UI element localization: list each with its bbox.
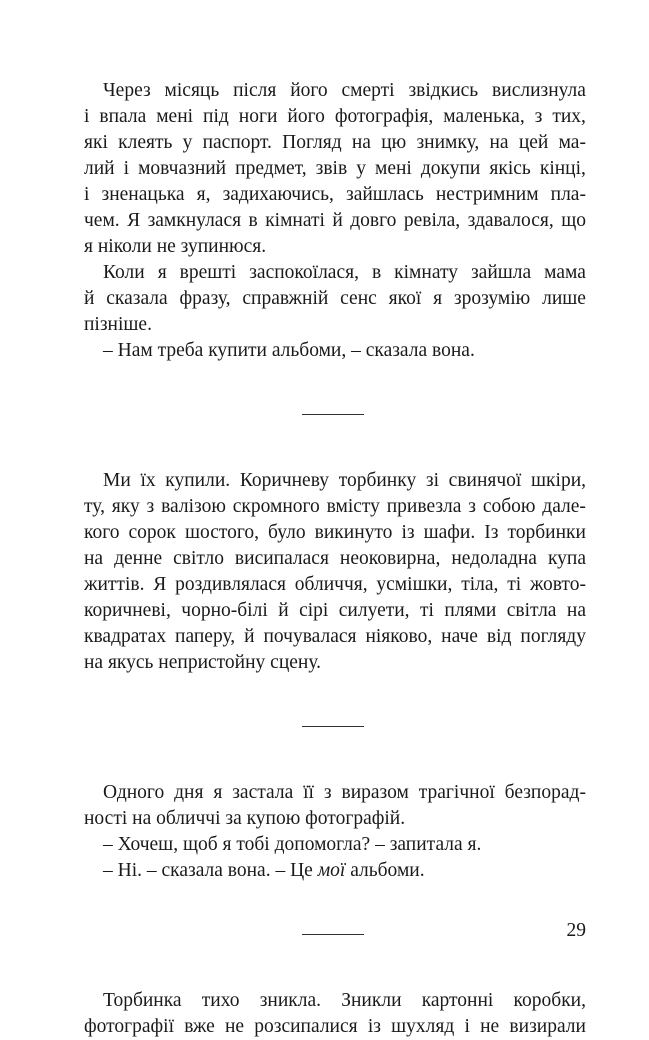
word: чем. — [84, 210, 120, 231]
book-page — [84, 78, 586, 1040]
text-line — [84, 624, 586, 650]
word: Із — [484, 522, 499, 543]
text-line: на якусь непристойну сцену. — [84, 652, 322, 673]
word: що — [561, 210, 586, 231]
word: в — [248, 210, 258, 231]
word: визирали — [509, 1016, 586, 1037]
word: я — [157, 262, 167, 283]
word: купили. — [165, 470, 231, 491]
word: мама — [544, 262, 586, 283]
word: квадратах — [84, 626, 167, 647]
text-line — [84, 156, 586, 182]
word: його — [290, 80, 328, 101]
word: смерті — [341, 80, 395, 101]
word: на — [351, 132, 371, 153]
text-line — [84, 572, 586, 598]
word: цю — [381, 132, 407, 153]
word: вже — [184, 1016, 215, 1037]
word: валізою — [161, 496, 226, 517]
dialogue-line — [84, 338, 586, 364]
word: вмісту — [326, 496, 380, 517]
section-separator — [84, 676, 586, 780]
text-run: альбоми. — [345, 860, 425, 881]
word: вислизнула — [492, 80, 586, 101]
word: недоладна — [451, 548, 537, 569]
word: з — [146, 496, 155, 517]
word: дале- — [542, 496, 586, 517]
text-line — [84, 780, 586, 806]
word: якісь — [489, 158, 531, 179]
word: якої — [388, 288, 422, 309]
word: коричневі, — [84, 600, 171, 621]
text-line: – Хочеш, щоб я тобі допомогла? – запитала я. — [103, 834, 482, 855]
word: силуети, — [338, 600, 410, 621]
text-line: ності на обличчі за купою фотографій. — [84, 808, 406, 829]
word: звідкись — [408, 80, 479, 101]
paragraph — [84, 468, 586, 676]
word: її — [303, 782, 314, 803]
word: зі — [425, 470, 439, 491]
word: викинуто — [314, 522, 393, 543]
word: Я — [153, 574, 167, 595]
word: Коричневу — [239, 470, 330, 491]
word: яку — [111, 496, 140, 517]
text-line — [84, 1014, 586, 1040]
paragraph — [84, 260, 586, 338]
word: сірі — [299, 600, 329, 621]
word: кого — [84, 522, 120, 543]
word: з — [534, 106, 543, 127]
word: не — [480, 1016, 500, 1037]
word: врешті — [179, 262, 237, 283]
word: Зникли — [341, 990, 402, 1011]
word: шухляд — [391, 1016, 455, 1037]
word: сенс — [340, 288, 377, 309]
word: тихо — [201, 990, 240, 1011]
word: кінці, — [539, 158, 586, 179]
word: здавалося, — [467, 210, 554, 231]
word: фразу, — [179, 288, 231, 309]
word: ноги — [238, 106, 278, 127]
word: погляду — [520, 626, 586, 647]
page-number: 29 — [566, 920, 586, 941]
word: я — [213, 782, 223, 803]
word: мовчазний — [138, 158, 227, 179]
word: паспорт. — [202, 132, 272, 153]
word: тіла, — [461, 574, 499, 595]
word: клеять — [118, 132, 173, 153]
word: з — [468, 496, 476, 517]
word: виразом — [341, 782, 409, 803]
word: сказала — [106, 288, 168, 309]
text-line: пізніше. — [84, 314, 152, 335]
word: предмет, — [235, 158, 307, 179]
word: купа — [547, 548, 586, 569]
word: які — [84, 132, 108, 153]
word: я, — [196, 184, 211, 205]
word: в — [371, 262, 382, 283]
word: цей — [518, 132, 549, 153]
text-line — [84, 546, 586, 572]
text-line — [84, 520, 586, 546]
word: денне — [114, 548, 163, 569]
word: після — [233, 80, 277, 101]
dialogue-line — [84, 832, 586, 858]
word: Через — [103, 80, 151, 101]
word: лише — [542, 288, 586, 309]
word: було — [268, 522, 306, 543]
word: життів. — [84, 574, 145, 595]
word: зникла. — [259, 990, 322, 1011]
word: від — [486, 626, 512, 647]
separator-rule — [302, 414, 364, 415]
word: нестримним — [435, 184, 539, 205]
separator-rule — [302, 726, 364, 727]
text-line — [84, 858, 586, 884]
word: Я — [127, 210, 141, 231]
word: шкіри, — [531, 470, 586, 491]
word: зрозумію — [453, 288, 531, 309]
paragraph — [84, 988, 586, 1040]
word: зайшла — [470, 262, 532, 283]
word: на — [489, 132, 509, 153]
word: звів — [315, 158, 348, 179]
word: Торбинка — [103, 990, 182, 1011]
word: й — [84, 288, 95, 309]
word: зненацька — [101, 184, 185, 205]
section-2 — [84, 468, 586, 676]
word: шостого, — [184, 522, 260, 543]
word: і — [123, 158, 130, 179]
word: кімнату — [394, 262, 458, 283]
separator-rule — [302, 934, 364, 935]
word: ті — [420, 600, 434, 621]
word: маленька, — [443, 106, 525, 127]
word: чорно-білі — [181, 600, 268, 621]
word: Коли — [103, 262, 145, 283]
word: фотографії — [84, 1016, 175, 1037]
word: під — [203, 106, 229, 127]
word: впала — [99, 106, 147, 127]
word: Ми — [103, 470, 131, 491]
word: з — [323, 782, 332, 803]
word: привезла — [386, 496, 462, 517]
word: на — [566, 600, 586, 621]
word: його — [287, 106, 325, 127]
word: дня — [174, 782, 204, 803]
word: лий — [84, 158, 115, 179]
word: торбинки — [507, 522, 586, 543]
text-line — [84, 130, 586, 156]
word: заспокоїлася, — [249, 262, 359, 283]
word: й — [244, 626, 255, 647]
word: скромного — [232, 496, 320, 517]
word: безпорад- — [504, 782, 586, 803]
word: довго — [350, 210, 397, 231]
word: картонні — [421, 990, 494, 1011]
text-line — [84, 260, 586, 286]
word: на — [84, 548, 104, 569]
text-line — [84, 468, 586, 494]
word: торбинку — [338, 470, 417, 491]
word: справжній — [242, 288, 329, 309]
word: шафи. — [423, 522, 476, 543]
word: усмішки, — [376, 574, 453, 595]
text-line: – Нам треба купити альбоми, – сказала вона. — [103, 340, 475, 361]
section-1 — [84, 78, 586, 364]
word: свинячої — [448, 470, 522, 491]
word: пла- — [550, 184, 586, 205]
word: тих, — [552, 106, 586, 127]
word: собою — [482, 496, 536, 517]
word: ревіла, — [403, 210, 461, 231]
word: наче — [441, 626, 478, 647]
section-separator — [84, 364, 586, 468]
word: їх — [140, 470, 156, 491]
word: й — [278, 600, 289, 621]
word: Погляд — [282, 132, 342, 153]
section-3 — [84, 780, 586, 884]
word: почувалася — [263, 626, 357, 647]
text-line: я ніколи не зупинюся. — [84, 236, 267, 257]
word: світло — [173, 548, 224, 569]
word: і — [84, 106, 90, 127]
word: обличчя, — [294, 574, 368, 595]
text-run: – Ні. – сказала вона. – Це — [103, 860, 318, 881]
word: задихаючись, — [222, 184, 334, 205]
word: розсипалися — [254, 1016, 358, 1037]
word: неоковирна, — [339, 548, 441, 569]
word: зайшлась — [346, 184, 424, 205]
word: ту, — [84, 496, 105, 517]
word: сорок — [128, 522, 176, 543]
word: мені — [156, 106, 194, 127]
word: із — [401, 522, 415, 543]
emphasis-text: мої — [317, 860, 346, 881]
section-4 — [84, 988, 586, 1040]
word: висипалася — [234, 548, 329, 569]
word: у — [182, 132, 193, 153]
text-line — [84, 286, 586, 312]
word: застала — [232, 782, 294, 803]
text-line — [84, 988, 586, 1014]
word: ма- — [558, 132, 586, 153]
dialogue-line — [84, 858, 586, 884]
word: у — [356, 158, 366, 179]
word: і — [84, 184, 90, 205]
word: коробки, — [513, 990, 586, 1011]
paragraph — [84, 78, 586, 260]
word: роздивлялася — [175, 574, 286, 595]
word: мені — [374, 158, 412, 179]
word: знимку, — [416, 132, 480, 153]
section-separator — [84, 884, 586, 988]
text-line — [84, 78, 586, 104]
word: фотографія, — [334, 106, 434, 127]
word: замкнулася — [147, 210, 242, 231]
word: ніяково, — [365, 626, 433, 647]
word: ті — [507, 574, 522, 595]
text-line — [84, 494, 586, 520]
word: кімнаті — [265, 210, 325, 231]
word: плями — [444, 600, 497, 621]
word: не — [224, 1016, 245, 1037]
text-line — [84, 104, 586, 130]
word: паперу, — [175, 626, 236, 647]
word: і — [464, 1016, 470, 1037]
word: докупи — [420, 158, 481, 179]
word: й — [332, 210, 343, 231]
word: трагічної — [418, 782, 495, 803]
paragraph — [84, 780, 586, 832]
word: Одного — [103, 782, 165, 803]
word: із — [367, 1016, 381, 1037]
text-line — [84, 182, 586, 208]
word: я — [433, 288, 443, 309]
text-line — [84, 598, 586, 624]
word: місяць — [164, 80, 220, 101]
text-line — [84, 208, 586, 234]
word: світла — [506, 600, 557, 621]
word: жовто- — [529, 574, 586, 595]
